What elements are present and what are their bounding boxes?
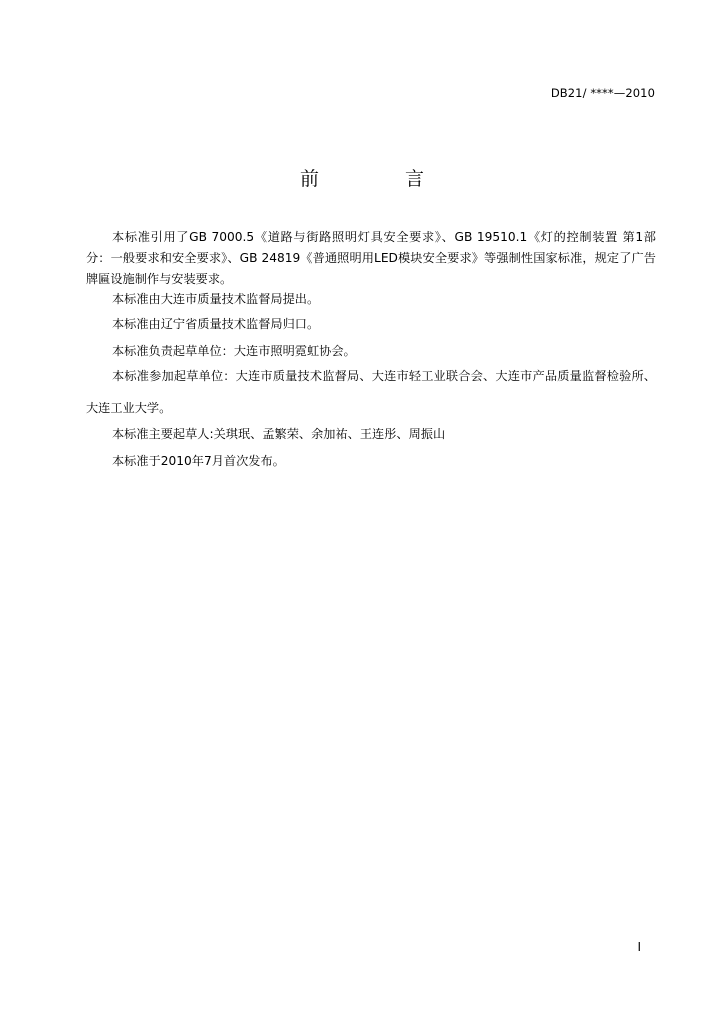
- paragraph-referenced-standards: 本标准引用了GB 7000.5《道路与街路照明灯具安全要求》、GB 19510.1《灯的控制装置 第1部分：一般要求和安全要求》、GB 24819《普通照明用LED模块安全要求》等强制性国家标准，规定了广告牌匾设施制作与安装要求。: [86, 230, 656, 286]
- standard-code: DB21/ ****—2010: [550, 86, 655, 100]
- paragraph-jurisdiction: 本标准由辽宁省质量技术监督局归口。: [112, 317, 320, 331]
- paragraph-release-date: 本标准于2010年7月首次发布。: [112, 454, 285, 468]
- paragraph-participating-drafters: 本标准参加起草单位：大连市质量技术监督局、大连市轻工业联合会、大连市产品质量监督检验所、大连工业大学。: [86, 369, 656, 415]
- preface-title: 前 言: [299, 168, 465, 190]
- paragraph-lead-drafter: 本标准负责起草单位：大连市照明霓虹协会。: [112, 344, 356, 358]
- preface-body: [86, 227, 656, 472]
- paragraph-proposer: 本标准由大连市质量技术监督局提出。: [112, 292, 320, 306]
- paragraph-main-drafters: 本标准主要起草人:关琪珉、孟繁荣、余加祐、王连彤、周振山: [112, 427, 446, 441]
- page-number: I: [637, 940, 641, 954]
